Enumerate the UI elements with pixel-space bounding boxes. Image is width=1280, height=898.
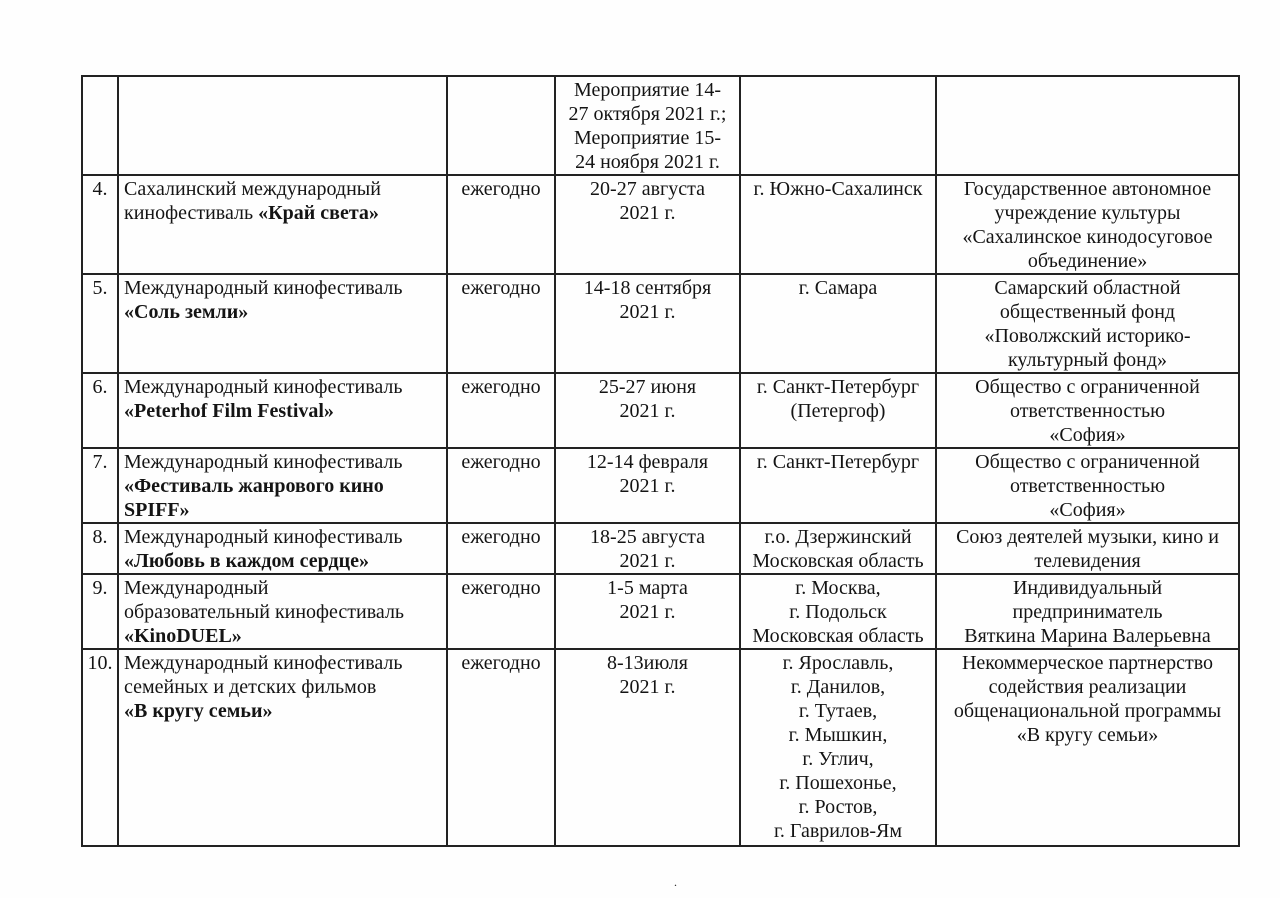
location-cell xyxy=(740,175,936,274)
row-number-cell xyxy=(82,76,118,175)
organizer-cell-line: ответственностью xyxy=(1009,400,1166,422)
location-cell xyxy=(740,448,936,523)
location-cell-line: Московская область xyxy=(752,550,924,572)
organizer-cell-line: Общество с ограниченной xyxy=(975,451,1200,473)
location-cell-line: г. Углич, xyxy=(802,748,874,770)
location-cell-line: г. Мышкин, xyxy=(788,724,888,746)
dates-cell-line: 2021 г. xyxy=(619,475,676,497)
festival-name-text: образовательный кинофестиваль xyxy=(124,601,405,623)
dates-cell-line: 2021 г. xyxy=(619,400,676,422)
festival-name-text: кинофестиваль xyxy=(124,202,259,224)
organizer-cell xyxy=(936,76,1239,175)
location-cell-line: г. Москва, xyxy=(795,577,881,599)
dates-cell-line: 2021 г. xyxy=(619,550,676,572)
row-number-cell: 9. xyxy=(82,574,118,649)
dates-cell-line: 2021 г. xyxy=(619,601,676,623)
location-cell xyxy=(740,523,936,574)
table-row xyxy=(82,649,1239,846)
organizer-cell xyxy=(936,448,1239,523)
festival-name-text: Международный кинофестиваль xyxy=(124,277,403,299)
festival-name-line xyxy=(124,699,442,723)
festival-name-text: Международный кинофестиваль xyxy=(124,451,403,473)
frequency-cell: ежегодно xyxy=(447,649,555,846)
festival-name-cell xyxy=(118,649,447,846)
organizer-cell-line: Некоммерческое партнерство xyxy=(961,652,1214,674)
row-number-cell: 10. xyxy=(82,649,118,846)
organizer-cell-line: предприниматель xyxy=(1012,601,1163,623)
table-row xyxy=(82,76,1239,175)
dates-cell-line: 24 ноября 2021 г. xyxy=(575,151,720,173)
dates-cell-line: 12-14 февраля xyxy=(586,451,709,473)
table-row xyxy=(82,574,1239,649)
dates-cell xyxy=(555,448,740,523)
festival-name-line xyxy=(124,399,442,423)
dates-cell-line: 1-5 марта xyxy=(607,577,688,599)
festival-title-bold: «Peterhof Film Festival» xyxy=(124,400,334,422)
organizer-cell-line: «София» xyxy=(1049,424,1126,446)
organizer-cell-line: телевидения xyxy=(1034,550,1141,572)
festival-table-body xyxy=(82,76,1239,846)
dates-cell xyxy=(555,175,740,274)
dates-cell-line: 2021 г. xyxy=(619,202,676,224)
festival-title-bold: «В кругу семьи» xyxy=(124,700,273,722)
page-footer-dot: . xyxy=(674,875,677,889)
dates-cell-line: 2021 г. xyxy=(619,301,676,323)
festival-name-cell xyxy=(118,574,447,649)
festival-name-text: Международный кинофестиваль xyxy=(124,652,403,674)
location-cell xyxy=(740,649,936,846)
location-cell xyxy=(740,76,936,175)
festival-title-bold: «Фестиваль жанрового кино xyxy=(124,475,384,497)
dates-cell xyxy=(555,76,740,175)
table-row xyxy=(82,373,1239,448)
row-number-cell: 4. xyxy=(82,175,118,274)
dates-cell xyxy=(555,274,740,373)
location-cell xyxy=(740,373,936,448)
location-cell-line: (Петергоф) xyxy=(790,400,886,422)
organizer-cell xyxy=(936,274,1239,373)
frequency-cell xyxy=(447,76,555,175)
festival-name-line xyxy=(124,177,442,201)
festival-schedule-table xyxy=(81,75,1240,847)
location-cell-line: г.о. Дзержинский xyxy=(764,526,912,548)
dates-cell-line: 25-27 июня xyxy=(598,376,697,398)
festival-name-line xyxy=(124,450,442,474)
festival-name-text: Сахалинский международный xyxy=(124,178,381,200)
dates-cell-line: 27 октября 2021 г.; xyxy=(568,103,727,125)
festival-title-bold: «Край света» xyxy=(258,202,379,224)
frequency-cell: ежегодно xyxy=(447,574,555,649)
location-cell-line: г. Южно-Сахалинск xyxy=(753,178,923,200)
dates-cell xyxy=(555,523,740,574)
frequency-cell: ежегодно xyxy=(447,175,555,274)
dates-cell xyxy=(555,649,740,846)
organizer-cell-line: содействия реализации xyxy=(988,676,1187,698)
location-cell-line: г. Санкт-Петербург xyxy=(756,376,920,398)
festival-name-text: Международный кинофестиваль xyxy=(124,376,403,398)
organizer-cell-line: Вяткина Марина Валерьевна xyxy=(964,625,1211,647)
dates-cell-line: Мероприятие 14- xyxy=(574,79,721,101)
location-cell xyxy=(740,274,936,373)
festival-name-line xyxy=(124,600,442,624)
organizer-cell xyxy=(936,574,1239,649)
row-number-cell: 8. xyxy=(82,523,118,574)
organizer-cell-line: Индивидуальный xyxy=(1012,577,1163,599)
organizer-cell-line: культурный фонд» xyxy=(1007,349,1168,371)
dates-cell xyxy=(555,373,740,448)
organizer-cell-line: Самарский областной xyxy=(994,277,1181,299)
table-row xyxy=(82,523,1239,574)
organizer-cell-line: ответственностью xyxy=(1009,475,1166,497)
location-cell xyxy=(740,574,936,649)
festival-name-line xyxy=(124,474,442,498)
festival-name-line xyxy=(124,525,442,549)
festival-name-line xyxy=(124,651,442,675)
festival-name-cell xyxy=(118,274,447,373)
table-row xyxy=(82,274,1239,373)
location-cell-line: г. Пошехонье, xyxy=(779,772,897,794)
location-cell-line: г. Тутаев, xyxy=(798,700,878,722)
organizer-cell-line: Союз деятелей музыки, кино и xyxy=(956,526,1219,548)
festival-name-cell xyxy=(118,448,447,523)
frequency-cell: ежегодно xyxy=(447,373,555,448)
location-cell-line: г. Гаврилов-Ям xyxy=(773,820,903,842)
frequency-cell: ежегодно xyxy=(447,523,555,574)
organizer-cell xyxy=(936,373,1239,448)
location-cell-line: г. Подольск xyxy=(789,601,887,623)
festival-name-text: семейных и детских фильмов xyxy=(124,676,377,698)
organizer-cell-line: «София» xyxy=(1049,499,1126,521)
organizer-cell-line: «Поволжский историко- xyxy=(984,325,1191,347)
location-cell-line: г. Самара xyxy=(798,277,878,299)
row-number-cell: 5. xyxy=(82,274,118,373)
organizer-cell-line: «В кругу семьи» xyxy=(1016,724,1159,746)
location-cell-line: г. Санкт-Петербург xyxy=(756,451,920,473)
festival-title-bold: «KinoDUEL» xyxy=(124,625,242,647)
table-row xyxy=(82,175,1239,274)
location-cell-line: г. Данилов, xyxy=(790,676,886,698)
festival-name-line xyxy=(124,624,442,648)
festival-name-text: Международный xyxy=(124,577,269,599)
festival-name-text: Международный кинофестиваль xyxy=(124,526,403,548)
organizer-cell-line: общенациональной программы xyxy=(953,700,1222,722)
dates-cell-line: 20-27 августа xyxy=(590,178,705,200)
organizer-cell xyxy=(936,175,1239,274)
organizer-cell xyxy=(936,523,1239,574)
festival-title-bold: «Соль земли» xyxy=(124,301,249,323)
dates-cell-line: Мероприятие 15- xyxy=(574,127,721,149)
festival-name-cell xyxy=(118,175,447,274)
dates-cell-line: 8-13июля xyxy=(607,652,688,674)
location-cell-line: г. Ростов, xyxy=(798,796,878,818)
festival-name-line xyxy=(124,675,442,699)
row-number-cell: 6. xyxy=(82,373,118,448)
table-row xyxy=(82,448,1239,523)
festival-name-cell xyxy=(118,76,447,175)
dates-cell-line: 18-25 августа xyxy=(590,526,705,548)
festival-name-cell xyxy=(118,373,447,448)
location-cell-line: Московская область xyxy=(752,625,924,647)
festival-name-line xyxy=(124,549,442,573)
row-number-cell: 7. xyxy=(82,448,118,523)
festival-name-line xyxy=(124,375,442,399)
frequency-cell: ежегодно xyxy=(447,274,555,373)
dates-cell-line: 2021 г. xyxy=(619,676,676,698)
organizer-cell-line: общественный фонд xyxy=(999,301,1176,323)
dates-cell xyxy=(555,574,740,649)
festival-name-line xyxy=(124,201,442,225)
festival-name-line xyxy=(124,300,442,324)
organizer-cell-line: объединение» xyxy=(1027,250,1148,272)
frequency-cell: ежегодно xyxy=(447,448,555,523)
festival-name-line xyxy=(124,576,442,600)
festival-title-bold: «Любовь в каждом сердце» xyxy=(124,550,370,572)
organizer-cell-line: Государственное автономное xyxy=(963,178,1212,200)
festival-name-line xyxy=(124,498,442,522)
festival-title-bold: SPIFF» xyxy=(124,499,190,521)
festival-name-line xyxy=(124,276,442,300)
location-cell-line: г. Ярославль, xyxy=(782,652,894,674)
organizer-cell xyxy=(936,649,1239,846)
dates-cell-line: 14-18 сентября xyxy=(583,277,712,299)
organizer-cell-line: Общество с ограниченной xyxy=(975,376,1200,398)
organizer-cell-line: «Сахалинское кинодосуговое xyxy=(962,226,1213,248)
organizer-cell-line: учреждение культуры xyxy=(994,202,1181,224)
festival-name-cell xyxy=(118,523,447,574)
